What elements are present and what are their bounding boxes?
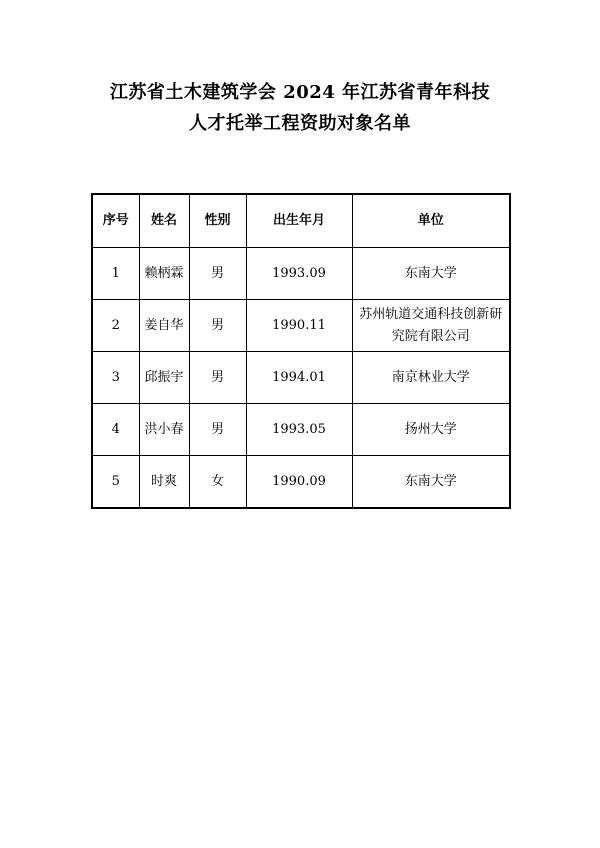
cell-gender: 男: [189, 404, 246, 456]
document-title-line-1: 江苏省土木建筑学会 2024 年江苏省青年科技: [109, 82, 491, 103]
cell-name: 时爽: [139, 456, 189, 509]
header-gender: 性别: [189, 194, 246, 248]
recipient-table: [91, 193, 511, 509]
cell-unit: [352, 456, 510, 509]
cell-unit: [352, 352, 510, 404]
cell-name: 姜自华: [139, 300, 189, 352]
unit-text: 南京林业大学: [391, 369, 470, 385]
cell-birth: 1993.09: [246, 248, 352, 300]
cell-birth: 1993.05: [246, 404, 352, 456]
document-title-line-2: 人才托举工程资助对象名单: [189, 113, 411, 134]
cell-gender: 男: [189, 300, 246, 352]
header-seq: 序号: [92, 194, 139, 248]
cell-seq: 1: [92, 248, 139, 300]
table-row: [92, 404, 510, 456]
cell-birth: 1990.11: [246, 300, 352, 352]
unit-text: 东南大学: [404, 473, 457, 489]
cell-birth: 1990.09: [246, 456, 352, 509]
cell-seq: 3: [92, 352, 139, 404]
table-header-row: [92, 194, 510, 248]
cell-seq: 5: [92, 456, 139, 509]
cell-gender: 男: [189, 248, 246, 300]
unit-text: 苏州轨道交通科技创新研究院有限公司: [359, 306, 503, 344]
table-row: [92, 248, 510, 300]
cell-unit: [352, 300, 510, 352]
header-unit: 单位: [352, 194, 510, 248]
header-birth: 出生年月: [246, 194, 352, 248]
cell-name: 赖柄霖: [139, 248, 189, 300]
unit-text: 东南大学: [404, 265, 457, 281]
header-name: 姓名: [139, 194, 189, 248]
cell-seq: 4: [92, 404, 139, 456]
cell-gender: 男: [189, 352, 246, 404]
cell-name: 洪小春: [139, 404, 189, 456]
cell-birth: 1994.01: [246, 352, 352, 404]
unit-text: 扬州大学: [404, 421, 457, 437]
cell-unit: [352, 248, 510, 300]
table-row: [92, 352, 510, 404]
cell-unit: [352, 404, 510, 456]
table-row: [92, 456, 510, 509]
cell-name: 邱振宇: [139, 352, 189, 404]
table-row: [92, 300, 510, 352]
cell-seq: 2: [92, 300, 139, 352]
cell-gender: 女: [189, 456, 246, 509]
